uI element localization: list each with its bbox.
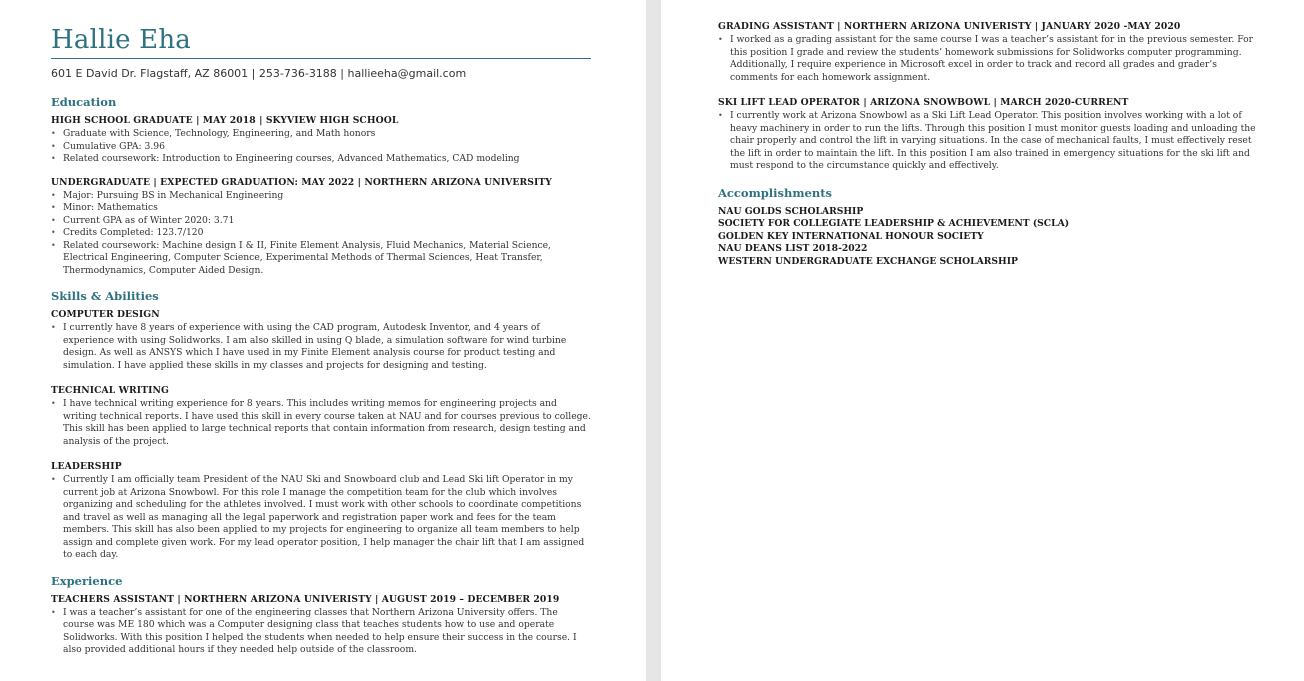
document-page-1[interactable] — [0, 0, 646, 681]
list-item[interactable]: • Related coursework: Introduction to Engineering courses, Advanced Mathematics, CAD modeling — [51, 153, 591, 166]
list-item[interactable]: • I have technical writing experience for 8 years. This includes writing memos for engineering projects and writing technical reports. I have used this skill in every course taken at NAU and for courses previous to college. This skill has been applied to large technical reports that contain information from research, design testing and analysis of the project. — [51, 398, 591, 448]
name-underline-divider — [51, 58, 591, 59]
entry-title[interactable]: HIGH SCHOOL GRADUATE | MAY 2018 | SKYVIEW HIGH SCHOOL — [51, 115, 399, 126]
entry-title[interactable]: TECHNICAL WRITING — [51, 385, 169, 396]
accomplishments-heading[interactable]: Accomplishments — [718, 185, 833, 200]
list-item[interactable]: • Graduate with Science, Technology, Engineering, and Math honors — [51, 128, 591, 141]
entry-title[interactable]: COMPUTER DESIGN — [51, 309, 160, 320]
bullet-list — [51, 128, 591, 166]
bullet-list — [51, 607, 591, 657]
accomplishment-item[interactable]: NAU DEANS LIST 2018-2022 — [718, 243, 868, 255]
bullet-list — [51, 322, 591, 372]
page-2-content — [718, 21, 1258, 268]
list-item[interactable]: • I currently have 8 years of experience with using the CAD program, Autodesk Inventor, and 4 years of experience with using Solidworks. I am also skilled in using Q blade, a simulation software for wind turbine design. As well as ANSYS which I have used in my Finite Element analysis course for product testing and simulation. I have applied these skills in my classes and projects for designing and testing. — [51, 322, 591, 372]
list-item[interactable]: • Related coursework: Machine design I & II, Finite Element Analysis, Fluid Mechanics, Material Science, Electrical Engineering, Computer Science, Experimental Methods of Thermal Sciences, Heat Transfer, Thermodynamics, Computer Aided Design. — [51, 240, 591, 278]
entry-title[interactable]: SKI LIFT LEAD OPERATOR | ARIZONA SNOWBOWL | MARCH 2020-CURRENT — [718, 97, 1129, 108]
list-item[interactable]: • Minor: Mathematics — [51, 202, 591, 215]
accomplishment-item[interactable]: NAU GOLDS SCHOLARSHIP — [718, 205, 864, 217]
entry-title[interactable]: LEADERSHIP — [51, 461, 122, 472]
list-item[interactable]: • I was a teacher’s assistant for one of the engineering classes that Northern Arizona University offers. The course was ME 180 which was a Computer designing class that teaches students how to use and operate Solidworks. With this position I helped the students when needed to help ensure their success in the course. I also provided additional hours if they needed help outside of the classroom. — [51, 607, 591, 657]
list-item[interactable]: • I worked as a grading assistant for the same course I was a teacher’s assistant for in the previous semester. For this position I grade and review the students’ homework submissions for Solidworks computer programming. Additionally, I require experience in Microsoft excel in order to track and record all grades and grader’s comments for each homework assignment. — [718, 34, 1258, 84]
list-item[interactable]: • Major: Pursuing BS in Mechanical Engineering — [51, 190, 591, 203]
bullet-list — [718, 34, 1258, 84]
bullet-list — [51, 474, 591, 562]
education-heading[interactable]: Education — [51, 95, 117, 109]
accomplishment-item[interactable]: GOLDEN KEY INTERNATIONAL HONOUR SOCIETY — [718, 230, 984, 242]
list-item[interactable]: • Currently I am officially team President of the NAU Ski and Snowboard club and Lead Ski lift Operator in my current job at Arizona Snowbowl. For this role I manage the competition team for the club which involves organizing and scheduling for the athletes involved. I must work with other schools to coordinate competitions and travel as well as managing all the legal paperwork and registration paper work and fees for the team members. This skill has also been applied to my projects for engineering to organize all team members to help assign and complete given work. For my lead operator position, I help manager the chair lift that I am assigned to each day. — [51, 474, 591, 562]
list-item[interactable]: • I currently work at Arizona Snowbowl as a Ski Lift Lead Operator. This position involves working with a lot of heavy machinery in order to run the lifts. Through this position I must monitor guests loading and unloading the chair properly and control the lift in varying situations. In the case of mechanical faults, I must effectively reset the lift in order to maintain the lift. In this position I am also trained in emergency situations for the ski lift and must respond to the circumstance quickly and effectively. — [718, 110, 1258, 173]
entry-title[interactable]: GRADING ASSISTANT | NORTHERN ARIZONA UNIVERISTY | JANUARY 2020 -MAY 2020 — [718, 21, 1181, 32]
contact-info[interactable]: 601 E David Dr. Flagstaff, AZ 86001 | 253-736-3188 | hallieeha@gmail.com — [51, 67, 467, 80]
entry-title[interactable]: TEACHERS ASSISTANT | NORTHERN ARIZONA UNIVERISTY | AUGUST 2019 – DECEMBER 2019 — [51, 593, 560, 605]
accomplishment-item[interactable]: SOCIETY FOR COLLEGIATE LEADERSHIP & ACHIEVEMENT (SCLA) — [718, 218, 1070, 230]
list-item[interactable]: • Cumulative GPA: 3.96 — [51, 141, 591, 154]
bullet-list — [51, 190, 591, 278]
page-1-content — [51, 24, 591, 657]
document-page-2[interactable] — [661, 0, 1304, 681]
experience-heading[interactable]: Experience — [51, 573, 123, 588]
list-item[interactable]: • Current GPA as of Winter 2020: 3.71 — [51, 215, 591, 228]
list-item[interactable]: • Credits Completed: 123.7/120 — [51, 227, 591, 240]
skills-heading[interactable]: Skills & Abilities — [51, 289, 159, 303]
resume-name[interactable]: Hallie Eha — [51, 25, 191, 55]
bullet-list — [51, 398, 591, 448]
bullet-list — [718, 110, 1258, 173]
accomplishment-item[interactable]: WESTERN UNDERGRADUATE EXCHANGE SCHOLARSHIP — [718, 255, 1018, 267]
entry-title[interactable]: UNDERGRADUATE | EXPECTED GRADUATION: MAY 2022 | NORTHERN ARIZONA UNIVERSITY — [51, 176, 552, 188]
